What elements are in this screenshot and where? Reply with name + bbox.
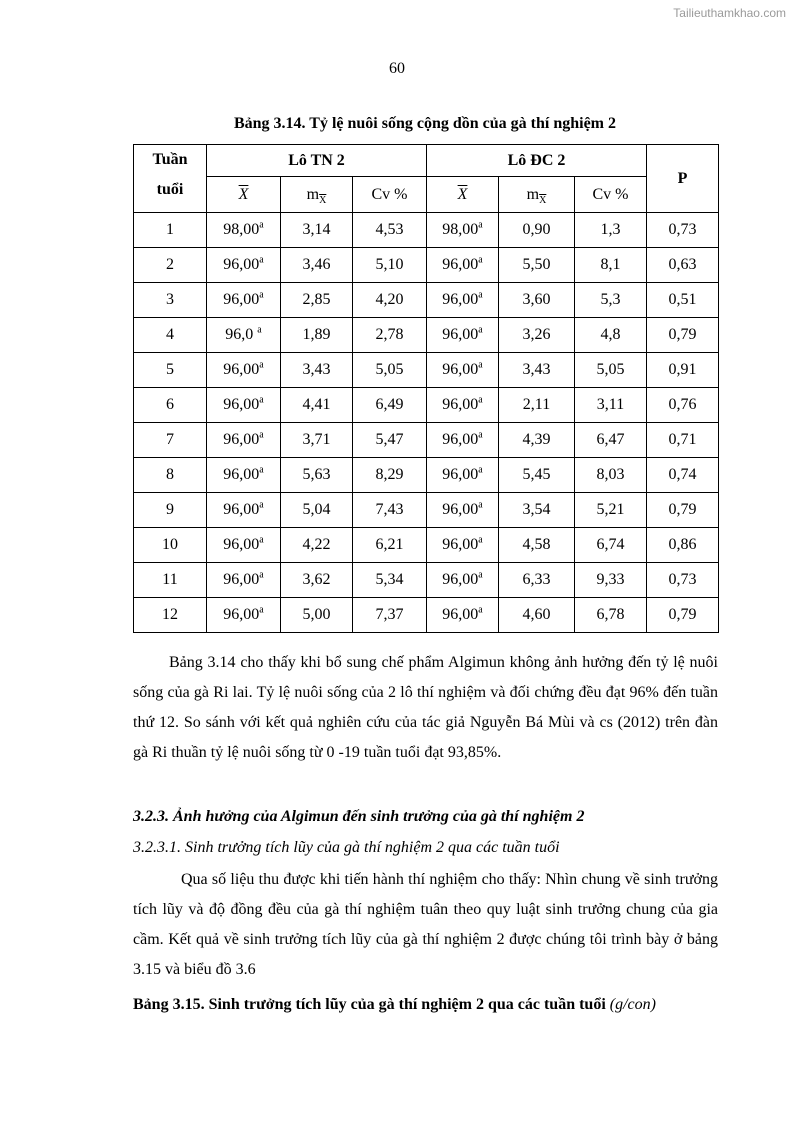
cell-week: 5 bbox=[134, 353, 207, 388]
table-row bbox=[134, 388, 719, 423]
page-number: 60 bbox=[389, 60, 405, 77]
cell-tn-cv: 5,34 bbox=[353, 563, 427, 598]
cell-tn-cv: 6,49 bbox=[353, 388, 427, 423]
cell-tn-x: 96,00$^a$ bbox=[207, 388, 281, 423]
cell-p: 0,91 bbox=[647, 353, 719, 388]
cell-tn-m: 1,89 bbox=[281, 318, 353, 353]
cell-tn-m: 3,71 bbox=[281, 423, 353, 458]
section-heading: 3.2.3. Ảnh hưởng của Algimun đến sinh trưởng của gà thí nghiệm 2 bbox=[133, 808, 585, 825]
cell-dc-m: 3,54 bbox=[499, 493, 575, 528]
cell-tn-x: 96,00$^a$ bbox=[207, 493, 281, 528]
cell-p: 0,74 bbox=[647, 458, 719, 493]
header-p: P bbox=[647, 145, 719, 213]
cell-tn-m: 5,63 bbox=[281, 458, 353, 493]
cell-dc-cv: 9,33 bbox=[575, 563, 647, 598]
table-row bbox=[134, 598, 719, 633]
cell-tn-m: 4,22 bbox=[281, 528, 353, 563]
cell-dc-x: 96,00$^a$ bbox=[427, 318, 499, 353]
cell-dc-x: 96,00$^a$ bbox=[427, 353, 499, 388]
table-row bbox=[134, 283, 719, 318]
cell-tn-m: 5,00 bbox=[281, 598, 353, 633]
watermark: Tailieuthamkhao.com bbox=[673, 6, 786, 20]
cell-week: 6 bbox=[134, 388, 207, 423]
cell-tn-x: 96,00$^a$ bbox=[207, 563, 281, 598]
cell-p: 0,76 bbox=[647, 388, 719, 423]
cell-tn-x: 96,00$^a$ bbox=[207, 528, 281, 563]
cell-dc-cv: 4,8 bbox=[575, 318, 647, 353]
cell-tn-m: 2,85 bbox=[281, 283, 353, 318]
cell-p: 0,73 bbox=[647, 563, 719, 598]
cell-dc-x: 96,00$^a$ bbox=[427, 248, 499, 283]
cell-dc-m: 4,60 bbox=[499, 598, 575, 633]
cell-dc-m: 3,60 bbox=[499, 283, 575, 318]
cell-dc-m: 4,39 bbox=[499, 423, 575, 458]
cell-dc-x: 96,00$^a$ bbox=[427, 493, 499, 528]
cell-week: 2 bbox=[134, 248, 207, 283]
cell-tn-x: 98,00$^a$ bbox=[207, 213, 281, 248]
cell-dc-x: 96,00$^a$ bbox=[427, 283, 499, 318]
cell-dc-cv: 8,03 bbox=[575, 458, 647, 493]
cell-tn-x: 96,00$^a$ bbox=[207, 353, 281, 388]
header-tn-cv: Cv % bbox=[353, 177, 427, 213]
cell-week: 8 bbox=[134, 458, 207, 493]
cell-tn-m: 3,46 bbox=[281, 248, 353, 283]
cell-dc-x: 96,00$^a$ bbox=[427, 423, 499, 458]
cell-p: 0,79 bbox=[647, 598, 719, 633]
cell-dc-cv: 6,47 bbox=[575, 423, 647, 458]
cell-tn-cv: 7,37 bbox=[353, 598, 427, 633]
header-group-dc: Lô ĐC 2 bbox=[427, 145, 647, 177]
table-row bbox=[134, 563, 719, 598]
cell-dc-x: 96,00$^a$ bbox=[427, 458, 499, 493]
cell-p: 0,79 bbox=[647, 493, 719, 528]
cell-p: 0,86 bbox=[647, 528, 719, 563]
cell-dc-cv: 5,05 bbox=[575, 353, 647, 388]
cell-p: 0,51 bbox=[647, 283, 719, 318]
paragraph-2: Qua số liệu thu được khi tiến hành thí nghiệm cho thấy: Nhìn chung về sinh trưởng tích lũy và độ đồng đều của gà thí nghiệm tuân theo quy luật sinh trưởng chung của gia cầm. Kết quả về sinh trưởng tích lũy của gà thí nghiệm 2 được chúng tôi trình bày ở bảng 3.15 và biểu đồ 3.6 bbox=[133, 871, 718, 978]
cell-dc-cv: 3,11 bbox=[575, 388, 647, 423]
cell-dc-cv: 8,1 bbox=[575, 248, 647, 283]
cell-dc-m: 0,90 bbox=[499, 213, 575, 248]
cell-tn-m: 5,04 bbox=[281, 493, 353, 528]
cell-tn-cv: 7,43 bbox=[353, 493, 427, 528]
cell-dc-m: 3,26 bbox=[499, 318, 575, 353]
cell-dc-m: 4,58 bbox=[499, 528, 575, 563]
cell-week: 9 bbox=[134, 493, 207, 528]
table-caption: Bảng 3.14. Tỷ lệ nuôi sống cộng dồn của gà thí nghiệm 2 bbox=[233, 115, 616, 132]
header-tn-mean: $\overline{X}$ bbox=[207, 177, 281, 213]
cell-tn-x: 96,00$^a$ bbox=[207, 598, 281, 633]
cell-dc-m: 3,43 bbox=[499, 353, 575, 388]
cell-tn-m: 4,41 bbox=[281, 388, 353, 423]
cell-tn-m: 3,43 bbox=[281, 353, 353, 388]
subsection-heading: 3.2.3.1. Sinh trưởng tích lũy của gà thí nghiệm 2 qua các tuần tuổi bbox=[133, 839, 560, 856]
cell-tn-cv: 6,21 bbox=[353, 528, 427, 563]
cell-week: 10 bbox=[134, 528, 207, 563]
cell-p: 0,73 bbox=[647, 213, 719, 248]
cell-tn-cv: 8,29 bbox=[353, 458, 427, 493]
header-dc-m: $m_{\overline{X}}$ bbox=[499, 177, 575, 213]
cell-dc-cv: 1,3 bbox=[575, 213, 647, 248]
cell-dc-cv: 5,3 bbox=[575, 283, 647, 318]
table-caption-2: Bảng 3.15. Sinh trưởng tích lũy của gà thí nghiệm 2 qua các tuần tuổi (g/con) bbox=[133, 996, 656, 1013]
table-row bbox=[134, 493, 719, 528]
cell-tn-cv: 5,05 bbox=[353, 353, 427, 388]
cell-tn-x: 96,00$^a$ bbox=[207, 283, 281, 318]
table-row bbox=[134, 248, 719, 283]
cell-p: 0,79 bbox=[647, 318, 719, 353]
cell-tn-cv: 4,20 bbox=[353, 283, 427, 318]
table-row bbox=[134, 213, 719, 248]
table-row bbox=[134, 528, 719, 563]
cell-tn-x: 96,0 $^a$ bbox=[207, 318, 281, 353]
cell-dc-x: 96,00$^a$ bbox=[427, 598, 499, 633]
cell-p: 0,63 bbox=[647, 248, 719, 283]
header-dc-cv: Cv % bbox=[575, 177, 647, 213]
cell-week: 7 bbox=[134, 423, 207, 458]
cell-tn-cv: 5,10 bbox=[353, 248, 427, 283]
cell-tn-x: 96,00$^a$ bbox=[207, 423, 281, 458]
cell-week: 4 bbox=[134, 318, 207, 353]
cell-week: 3 bbox=[134, 283, 207, 318]
cell-dc-cv: 5,21 bbox=[575, 493, 647, 528]
cell-week: 11 bbox=[134, 563, 207, 598]
cell-dc-m: 5,50 bbox=[499, 248, 575, 283]
cell-p: 0,71 bbox=[647, 423, 719, 458]
cell-dc-x: 98,00$^a$ bbox=[427, 213, 499, 248]
cell-tn-m: 3,14 bbox=[281, 213, 353, 248]
header-dc-mean: $\overline{X}$ bbox=[427, 177, 499, 213]
cell-dc-m: 6,33 bbox=[499, 563, 575, 598]
cell-tn-x: 96,00$^a$ bbox=[207, 248, 281, 283]
table-row bbox=[134, 423, 719, 458]
table-row bbox=[134, 318, 719, 353]
cell-dc-cv: 6,78 bbox=[575, 598, 647, 633]
header-week: Tuần tuổi bbox=[134, 145, 207, 213]
cell-tn-cv: 2,78 bbox=[353, 318, 427, 353]
cell-dc-m: 5,45 bbox=[499, 458, 575, 493]
cell-dc-cv: 6,74 bbox=[575, 528, 647, 563]
table-row bbox=[134, 458, 719, 493]
cell-tn-m: 3,62 bbox=[281, 563, 353, 598]
table-row bbox=[134, 353, 719, 388]
cell-week: 1 bbox=[134, 213, 207, 248]
header-tn-m: $m_{\overline{X}}$ bbox=[281, 177, 353, 213]
cell-dc-x: 96,00$^a$ bbox=[427, 528, 499, 563]
cell-week: 12 bbox=[134, 598, 207, 633]
cell-dc-x: 96,00$^a$ bbox=[427, 388, 499, 423]
cell-tn-x: 96,00$^a$ bbox=[207, 458, 281, 493]
cell-tn-cv: 4,53 bbox=[353, 213, 427, 248]
survival-rate-table bbox=[133, 144, 719, 633]
cell-tn-cv: 5,47 bbox=[353, 423, 427, 458]
header-group-tn: Lô TN 2 bbox=[207, 145, 427, 177]
cell-dc-m: 2,11 bbox=[499, 388, 575, 423]
paragraph-1: Bảng 3.14 cho thấy khi bổ sung chế phẩm Algimun không ảnh hưởng đến tỷ lệ nuôi sống của gà Ri lai. Tỷ lệ nuôi sống của 2 lô thí nghiệm và đối chứng đều đạt 96% đến tuần thứ 12. So sánh với kết quả nghiên cứu của tác giả Nguyễn Bá Mùi và cs (2012) trên đàn gà Ri thuần tỷ lệ nuôi sống từ 0 -19 tuần tuổi đạt 93,85%. bbox=[133, 654, 718, 761]
cell-dc-x: 96,00$^a$ bbox=[427, 563, 499, 598]
